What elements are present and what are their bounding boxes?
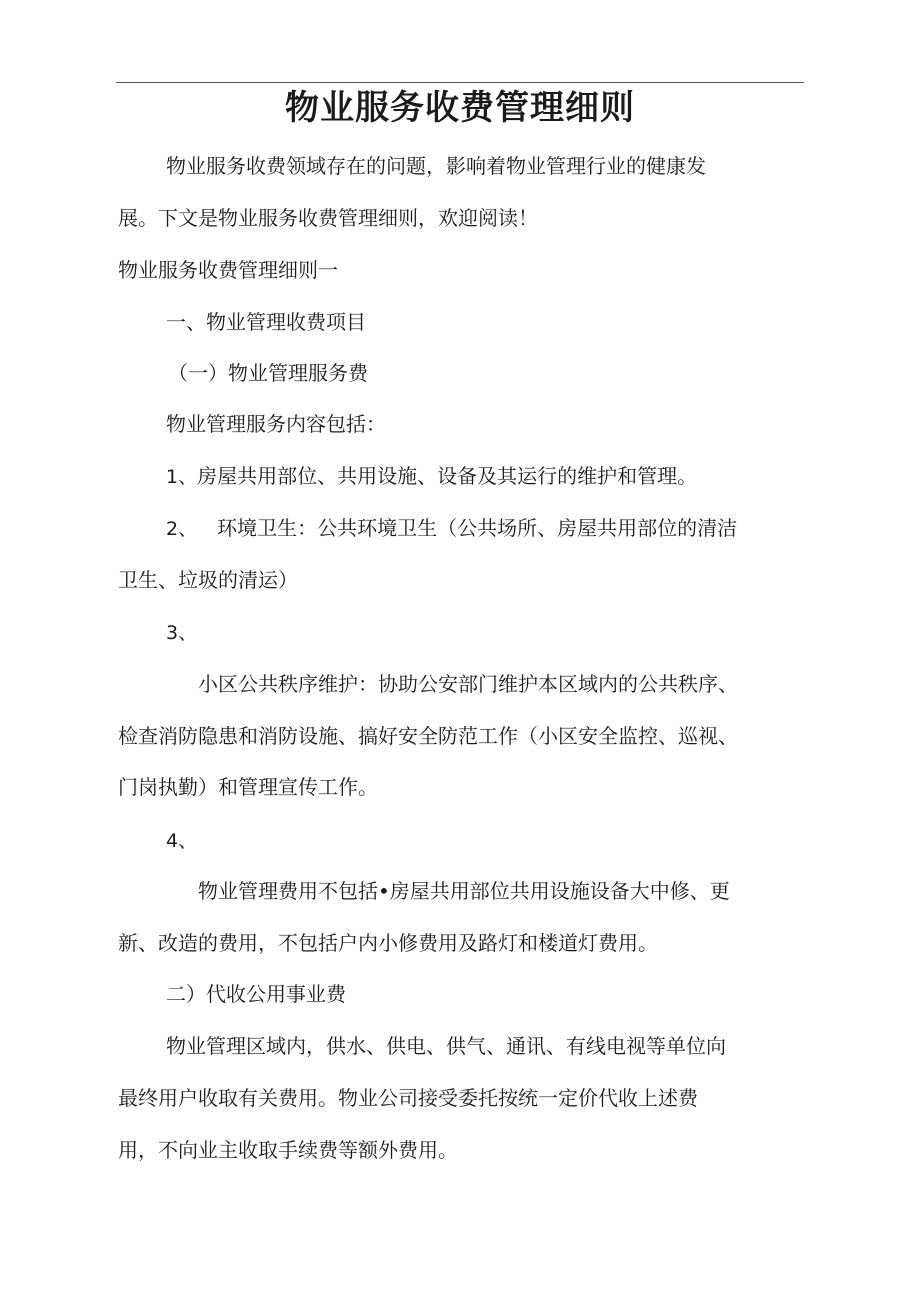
list-item-2-text: 环境卫生：公共环境卫生（公共场所、房屋共用部位的清洁 <box>217 516 738 540</box>
list-number-3: 3、 <box>166 622 198 644</box>
utility-line-2: 最终用户收取有关费用。物业公司接受委托按统一定价代收上述费 <box>118 1086 698 1110</box>
subsection-heading: 一、物业管理收费项目 <box>166 310 366 334</box>
header-rule <box>116 82 804 83</box>
list-number-2: 2、 <box>166 518 198 540</box>
utility-line-1: 物业管理区域内，供水、供电、供气、通讯、有线电视等单位向 <box>166 1034 726 1058</box>
list-item-3-text: 小区公共秩序维护：协助公安部门维护本区域内的公共秩序、 <box>198 672 738 696</box>
list-item-1-text: 房屋共用部位、共用设施、设备及其运行的维护和管理。 <box>197 464 698 488</box>
list-item-3-cont-2: 门岗执勤）和管理宣传工作。 <box>118 775 378 799</box>
utility-line-3: 用，不向业主收取手续费等额外费用。 <box>118 1138 458 1162</box>
list-item-2-cont: 卫生、垃圾的清运） <box>118 568 298 592</box>
list-item-4-text: 物业管理费用不包括•房屋共用部位共用设施设备大中修、更 <box>198 879 730 903</box>
list-number-1: 1、 <box>166 466 198 488</box>
list-item-2 <box>166 514 737 543</box>
list-item-1 <box>166 462 697 491</box>
item-heading-2: 二）代收公用事业费 <box>166 982 346 1006</box>
document-title: 物业服务收费管理细则 <box>285 88 635 128</box>
list-number-4: 4、 <box>166 830 198 852</box>
list-item-4-cont: 新、改造的费用，不包括户内小修费用及路灯和楼道灯费用。 <box>118 931 658 955</box>
intro-line-1: 物业服务收费领域存在的问题，影响着物业管理行业的健康发 <box>166 154 706 178</box>
list-item-3-cont-1: 检查消防隐患和消防设施、搞好安全防范工作（小区安全监控、巡视、 <box>118 724 738 748</box>
item-heading-1: （一）物业管理服务费 <box>168 361 368 385</box>
section-heading: 物业服务收费管理细则一 <box>118 258 338 282</box>
content-intro: 物业管理服务内容包括： <box>166 412 386 436</box>
intro-line-2: 展。下文是物业服务收费管理细则，欢迎阅读！ <box>118 206 538 230</box>
